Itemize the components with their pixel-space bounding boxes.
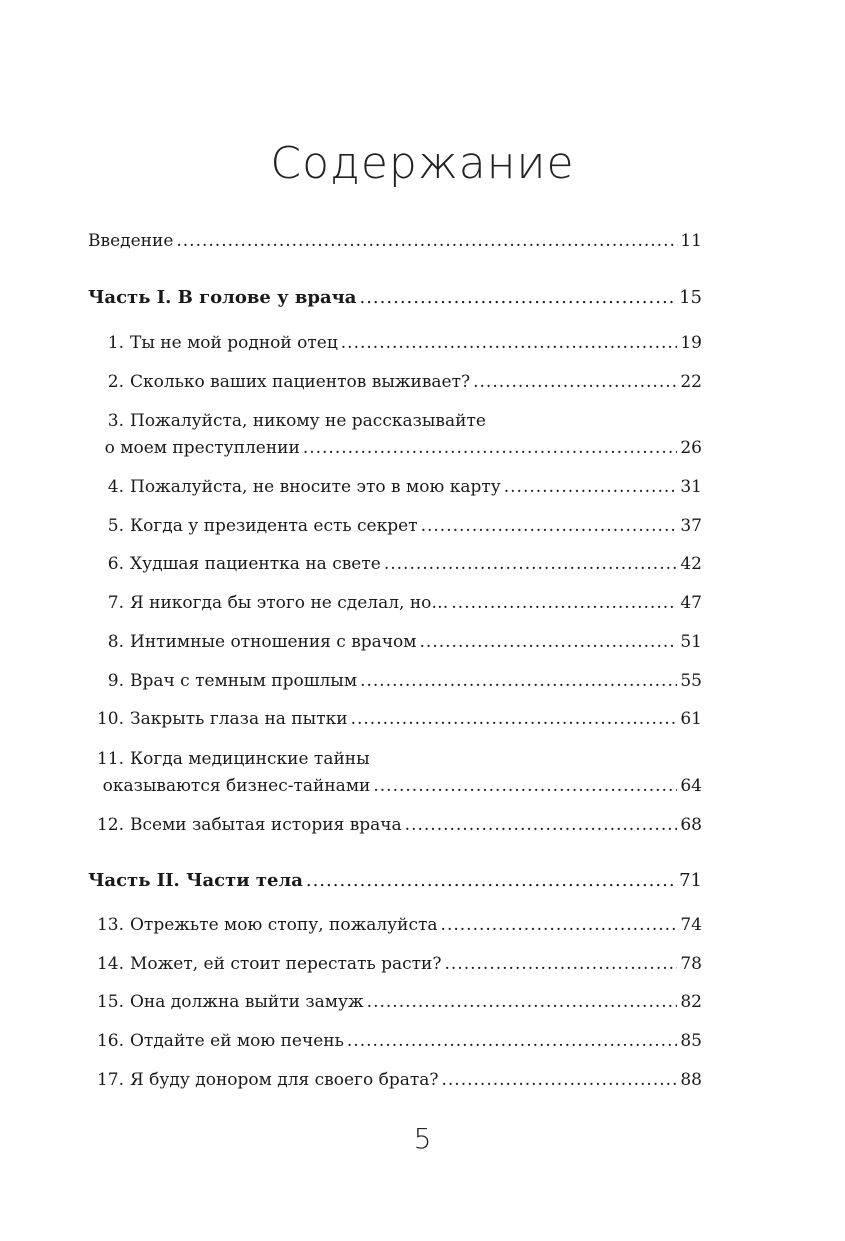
chapter-number: 7. bbox=[107, 593, 124, 613]
chapter-title-continued: оказываются бизнес-тайнами bbox=[102, 776, 371, 796]
page-number: 5 bbox=[413, 1122, 432, 1155]
toc-page-number: 78 bbox=[680, 954, 702, 974]
chapter-title: Отдайте ей мою печень bbox=[130, 1031, 344, 1051]
dot-leader bbox=[347, 1030, 677, 1052]
toc-entry-chapter-12[interactable] bbox=[88, 814, 702, 836]
toc-page-number: 26 bbox=[680, 438, 702, 458]
dot-leader bbox=[441, 914, 678, 936]
toc-entry-chapter-17[interactable] bbox=[88, 1069, 702, 1091]
toc-entry-chapter-8[interactable] bbox=[88, 631, 702, 653]
toc-page-number: 68 bbox=[680, 815, 702, 835]
toc-entry-chapter-13[interactable] bbox=[88, 914, 702, 936]
chapter-number: 13. bbox=[96, 915, 124, 935]
dot-leader bbox=[306, 870, 676, 892]
toc-part-label: Часть I. В голове у врача bbox=[88, 287, 357, 308]
dot-leader bbox=[504, 476, 678, 498]
chapter-title-continued: о моем преступлении bbox=[104, 438, 300, 458]
toc-entry-intro[interactable] bbox=[88, 230, 702, 252]
chapter-number: 17. bbox=[96, 1070, 124, 1090]
chapter-title: Я буду донором для своего брата? bbox=[130, 1070, 439, 1090]
chapter-number: 15. bbox=[96, 992, 124, 1012]
toc-page-number: 37 bbox=[680, 516, 702, 536]
chapter-title: Интимные отношения с врачом bbox=[130, 632, 417, 652]
chapter-number: 11. bbox=[96, 749, 124, 769]
toc-entry-chapter-11[interactable] bbox=[88, 748, 702, 797]
toc-entry-chapter-2[interactable] bbox=[88, 371, 702, 393]
chapter-number: 5. bbox=[107, 516, 124, 536]
toc-entry-part-1[interactable] bbox=[88, 287, 702, 309]
chapter-number: 9. bbox=[107, 671, 124, 691]
toc-page-number: 15 bbox=[679, 287, 702, 308]
chapter-number: 10. bbox=[96, 709, 124, 729]
toc-entry-chapter-1[interactable] bbox=[88, 332, 702, 354]
toc-entry-chapter-4[interactable] bbox=[88, 476, 702, 498]
toc-entry-chapter-9[interactable] bbox=[88, 670, 702, 692]
chapter-number: 8. bbox=[107, 632, 124, 652]
chapter-title: Когда медицинские тайны bbox=[130, 749, 370, 769]
toc-page-number: 47 bbox=[680, 593, 702, 613]
page-title: Содержание bbox=[270, 138, 575, 189]
toc-page-number: 74 bbox=[680, 915, 702, 935]
chapter-title: Пожалуйста, никому не рассказывайте bbox=[130, 411, 486, 431]
chapter-title: Сколько ваших пациентов выживает? bbox=[130, 372, 471, 392]
chapter-number: 1. bbox=[107, 333, 124, 353]
chapter-number: 6. bbox=[107, 554, 124, 574]
toc-page-number: 42 bbox=[680, 554, 702, 574]
chapter-title: Всеми забытая история врача bbox=[130, 815, 402, 835]
dot-leader bbox=[384, 553, 678, 575]
toc-page-number: 61 bbox=[680, 709, 702, 729]
toc-page-number: 88 bbox=[680, 1070, 702, 1090]
dot-leader bbox=[373, 775, 677, 797]
toc-page-number: 55 bbox=[680, 671, 702, 691]
chapter-number: 2. bbox=[107, 372, 124, 392]
toc-entry-chapter-14[interactable] bbox=[88, 953, 702, 975]
chapter-number: 14. bbox=[96, 954, 124, 974]
chapter-number: 4. bbox=[107, 477, 124, 497]
dot-leader bbox=[445, 953, 678, 975]
toc-entry-part-2[interactable] bbox=[88, 870, 702, 892]
toc-page-number: 71 bbox=[679, 870, 702, 891]
dot-leader bbox=[351, 708, 678, 730]
chapter-title: Худшая пациентка на свете bbox=[130, 554, 381, 574]
toc-entry-chapter-7[interactable] bbox=[88, 592, 702, 614]
dot-leader bbox=[360, 670, 677, 692]
chapter-number: 12. bbox=[96, 815, 124, 835]
toc-page-number: 85 bbox=[680, 1031, 702, 1051]
dot-leader bbox=[451, 592, 677, 614]
chapter-title: Врач с темным прошлым bbox=[130, 671, 358, 691]
toc-page-number: 51 bbox=[680, 632, 702, 652]
dot-leader bbox=[421, 515, 678, 537]
dot-leader bbox=[420, 631, 678, 653]
dot-leader bbox=[359, 287, 676, 309]
toc-page-number: 19 bbox=[680, 333, 702, 353]
chapter-title: Когда у президента есть секрет bbox=[130, 516, 418, 536]
toc-entry-chapter-3[interactable] bbox=[88, 410, 702, 459]
dot-leader bbox=[341, 332, 678, 354]
chapter-title: Она должна выйти замуж bbox=[130, 992, 364, 1012]
toc-entry-label: Введение bbox=[88, 231, 174, 251]
toc-entry-chapter-16[interactable] bbox=[88, 1030, 702, 1052]
toc-page-number: 64 bbox=[680, 776, 702, 796]
toc-page-number: 82 bbox=[680, 992, 702, 1012]
dot-leader bbox=[367, 991, 678, 1013]
chapter-number: 16. bbox=[96, 1031, 124, 1051]
dot-leader bbox=[405, 814, 678, 836]
dot-leader bbox=[303, 437, 678, 459]
chapter-title: Ты не мой родной отец bbox=[130, 333, 338, 353]
toc-entry-chapter-10[interactable] bbox=[88, 708, 702, 730]
chapter-title: Может, ей стоит перестать расти? bbox=[130, 954, 442, 974]
chapter-number: 3. bbox=[107, 411, 124, 431]
chapter-title: Закрыть глаза на пытки bbox=[130, 709, 348, 729]
toc-entry-chapter-5[interactable] bbox=[88, 515, 702, 537]
toc-entry-chapter-15[interactable] bbox=[88, 991, 702, 1013]
toc-part-label: Часть II. Части тела bbox=[88, 870, 303, 891]
toc-page-number: 11 bbox=[680, 231, 702, 251]
chapter-title: Отрежьте мою стопу, пожалуйста bbox=[130, 915, 438, 935]
dot-leader bbox=[442, 1069, 678, 1091]
toc-entry-chapter-6[interactable] bbox=[88, 553, 702, 575]
toc-page-number: 22 bbox=[680, 372, 702, 392]
chapter-title: Я никогда бы этого не сделал, но… bbox=[130, 593, 449, 613]
toc-page-number: 31 bbox=[680, 477, 702, 497]
dot-leader bbox=[176, 230, 677, 252]
chapter-title: Пожалуйста, не вносите это в мою карту bbox=[130, 477, 501, 497]
dot-leader bbox=[473, 371, 677, 393]
